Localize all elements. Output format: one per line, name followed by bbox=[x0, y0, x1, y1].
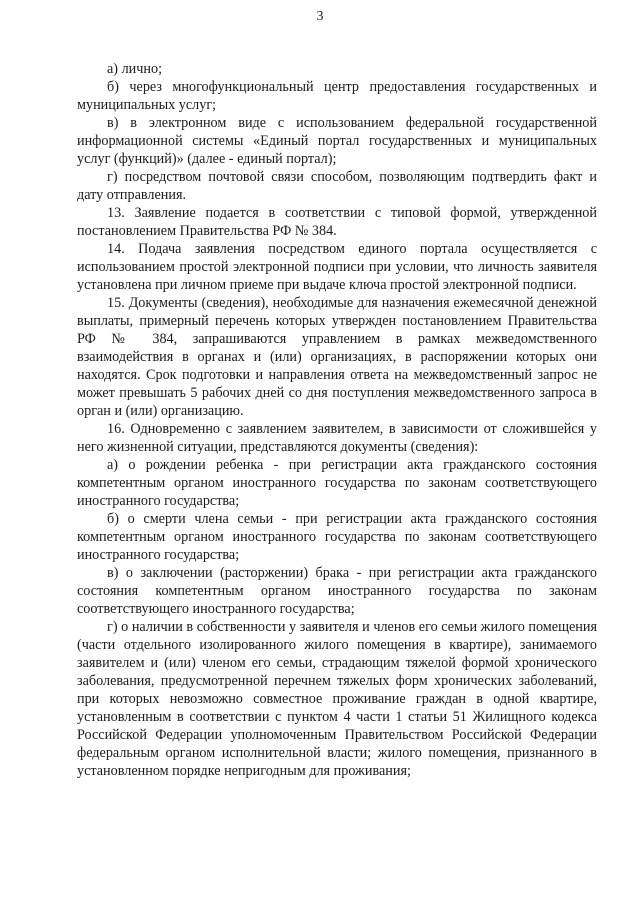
page-number: 3 bbox=[316, 9, 324, 24]
paragraph-item-b-mfc: б) через многофункциональный центр предоставления государственных и муниципальных услуг; bbox=[77, 79, 597, 113]
paragraph-15: 15. Документы (сведения), необходимые для назначения ежемесячной денежной выплаты, примерный перечень которых утвержден постановлением Правительства РФ № 384, запрашиваются управлением в рамках межведомственного взаимодействия в органах и (или) организациях, в распоряжении которых они находятся. Срок подготовки и направления ответа на межведомственный запрос не может превышать 5 рабочих дней со дня поступления межведомственного запроса в орган и (или) организацию. bbox=[77, 295, 597, 419]
paragraph-13: 13. Заявление подается в соответствии с типовой формой, утвержденной постановлением Правительства РФ № 384. bbox=[77, 205, 597, 239]
paragraph-item-a-in-person: а) лично; bbox=[107, 61, 163, 77]
paragraph-16-item-v-marriage: в) о заключении (расторжении) брака - при регистрации акта гражданского состояния компетентным органом иностранного государства по законам соответствующего иностранного государства; bbox=[77, 565, 597, 617]
paragraph-16: 16. Одновременно с заявлением заявителем, в зависимости от сложившейся у него жизненной ситуации, представляются документы (сведения): bbox=[77, 421, 597, 455]
paragraph-item-g-postal: г) посредством почтовой связи способом, позволяющим подтвердить факт и дату отправления. bbox=[77, 169, 597, 203]
paragraph-item-v-electronic: в) в электронном виде с использованием федеральной государственной информационной системы «Единый портал государственных и муниципальных услуг (функций)» (далее - единый портал); bbox=[77, 115, 597, 167]
paragraph-16-item-g-housing: г) о наличии в собственности у заявителя и членов его семьи жилого помещения (части отдельного изолированного жилого помещения в квартире), занимаемого заявителем и (или) членом его семьи, страдающим тяжелой формой хронического заболевания, предусмотренной перечнем тяжелых форм хронических заболеваний, при которых невозможно совместное проживание граждан в одной квартире, установленным в соответствии с пунктом 4 части 1 статьи 51 Жилищного кодекса Российской Федерации уполномоченным Правительством Российской Федерации федеральным органом исполнительной власти; жилого помещения, признанного в установленном порядке непригодным для проживания; bbox=[77, 619, 597, 779]
document-body bbox=[77, 60, 597, 780]
paragraph-14: 14. Подача заявления посредством единого портала осуществляется с использованием простой электронной подписи при условии, что личность заявителя установлена при личном приеме при выдаче ключа простой электронной подписи. bbox=[77, 241, 597, 293]
paragraph-16-item-a-birth: а) о рождении ребенка - при регистрации акта гражданского состояния компетентным органом иностранного государства по законам соответствующего иностранного государства; bbox=[77, 457, 597, 509]
paragraph-16-item-b-death: б) о смерти члена семьи - при регистрации акта гражданского состояния компетентным органом иностранного государства по законам соответствующего иностранного государства; bbox=[77, 511, 597, 563]
